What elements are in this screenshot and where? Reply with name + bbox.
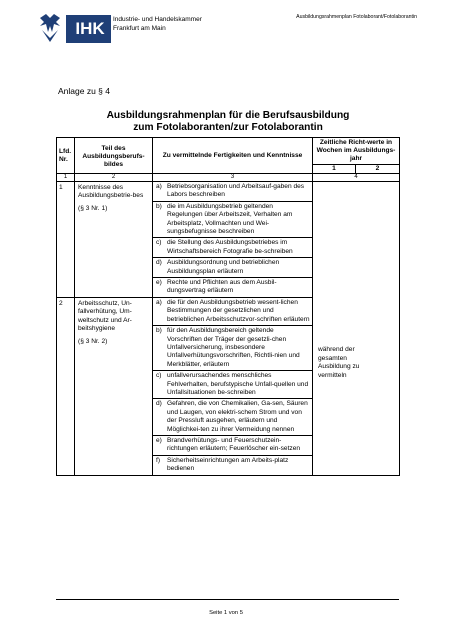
col-teil: Teil des Ausbildungsberufs-bildes	[75, 138, 153, 174]
teil-ref: (§ 3 Nr. 1)	[78, 204, 108, 212]
list-item	[153, 278, 312, 297]
footer-divider	[56, 599, 399, 600]
item-letter: e)	[156, 279, 162, 287]
item-text: Brandverhütungs- und Feuerschutzein-richtungen erläutern; Feuerlöscher ein-setzen	[167, 436, 301, 453]
col-num-2: 2	[75, 174, 153, 182]
logo-abbr: IHK	[75, 19, 105, 38]
row-number: 1	[57, 182, 75, 298]
list-item	[153, 326, 312, 371]
list-item	[153, 399, 312, 436]
header-row	[57, 138, 400, 165]
list-item	[153, 456, 312, 475]
row-teil	[75, 182, 153, 298]
item-text: Rechte und Pflichten aus dem Ausbil-dungsvertrag erläutern	[167, 279, 277, 295]
list-item	[153, 202, 312, 239]
row-items	[153, 297, 313, 475]
list-item	[153, 238, 312, 258]
title-line1: Ausbildungsrahmenplan für die Berufsausbildung	[106, 110, 350, 121]
item-letter: d)	[156, 400, 162, 408]
list-item	[153, 182, 312, 202]
page-title	[58, 110, 398, 134]
row-items	[153, 182, 313, 298]
zeitliche-richtwerte-cell	[313, 182, 400, 476]
col-year-1: 1	[313, 165, 356, 174]
header-doc-title: Ausbildungsrahmenplan Fotolaborant/Fotolaborantin	[296, 14, 417, 20]
item-text: unfallverursachendes menschliches Fehlverhalten, berufstypische Unfall-quellen und Unfallsituationen be-schreiben	[167, 372, 309, 396]
item-text: Ausbildungsordnung und betrieblichen Ausbildungsplan erläutern	[167, 259, 280, 275]
logo-line2: Frankfurt am Main	[113, 25, 166, 32]
teil-text: Arbeitsschutz, Un-fallverhütung, Um-weltschutz und Ar-beitshygiene	[78, 299, 132, 333]
item-letter: e)	[156, 436, 162, 444]
item-letter: c)	[156, 239, 162, 247]
item-text: Gefahren, die von Chemikalien, Ga-sen, Säuren und Laugen, von elektri-schem Strom und von der Pressluft ausgehen, erläutern und Möglichkei-ten zu ihrer Vermeidung nennen	[167, 400, 308, 433]
col-num-1: 1	[57, 174, 75, 182]
item-text: die im Ausbildungsbetrieb geltenden Regelungen über Arbeitszeit, Verhalten am Arbeitsplatz, Vollmachten und Wei-sungsbefugnisse beschreiben	[167, 202, 293, 236]
title-line2: zum Fotolaboranten/zur Fotolaborantin	[133, 122, 323, 133]
item-letter: d)	[156, 259, 162, 267]
list-item	[153, 371, 312, 399]
col-num-4: 4	[313, 174, 400, 182]
list-item	[153, 436, 312, 456]
list-item	[153, 258, 312, 278]
col-year-2: 2	[356, 165, 400, 174]
list-item	[153, 298, 312, 326]
row-teil	[75, 297, 153, 475]
item-text: die für den Ausbildungsbetrieb wesent-lichen Bestimmungen der gesetzlichen und betrieblichen Arbeitsschutzvor-schriften erläutern	[167, 298, 310, 323]
col-num-3: 3	[153, 174, 313, 182]
row-number: 2	[57, 297, 75, 475]
col-zu-vermitteln: Zu vermittelnde Fertigkeiten und Kenntnisse	[153, 138, 313, 174]
item-text: für den Ausbildungsbereich geltende Vorschriften der Träger der gesetzli-chen Unfallversicherung, insbesondere Unfallverhütungsvorschriften, Richtli-nien und Merkblätter, erläutern	[167, 327, 300, 368]
item-letter: c)	[156, 372, 162, 380]
item-letter: b)	[156, 202, 162, 210]
item-letter: a)	[156, 298, 162, 306]
ausbildungsrahmenplan-table	[56, 137, 400, 476]
item-letter: f)	[156, 456, 161, 464]
teil-text: Kenntnisse des Ausbildungsbetrie-bes	[78, 184, 144, 200]
zeit-text: während der gesamten Ausbildung zu vermitteln	[318, 346, 360, 379]
column-number-row	[57, 174, 400, 182]
item-text: Sicherheitseinrichtungen am Arbeits-platz bedienen	[167, 456, 289, 473]
col-lfd: Lfd. Nr.	[57, 138, 75, 174]
page-footer: Seite 1 von 5	[209, 610, 243, 616]
teil-ref: (§ 3 Nr. 2)	[78, 337, 108, 345]
item-text: Betriebsorganisation und Arbeitsauf-gaben des Labors beschreiben	[167, 183, 305, 199]
anlage-label: Anlage zu § 4	[58, 86, 110, 96]
item-letter: b)	[156, 327, 162, 335]
table-row	[57, 182, 400, 298]
item-text: die Stellung des Ausbildungsbetriebes im Wirtschaftsbereich Fotografie be-schreiben	[167, 239, 293, 255]
item-letter: a)	[156, 183, 162, 190]
col-zeitliche-richtwerte: Zeitliche Richt-werte in Wochen im Ausbildungs-jahr	[313, 138, 400, 165]
logo-line1: Industrie- und Handelskammer	[113, 16, 202, 23]
